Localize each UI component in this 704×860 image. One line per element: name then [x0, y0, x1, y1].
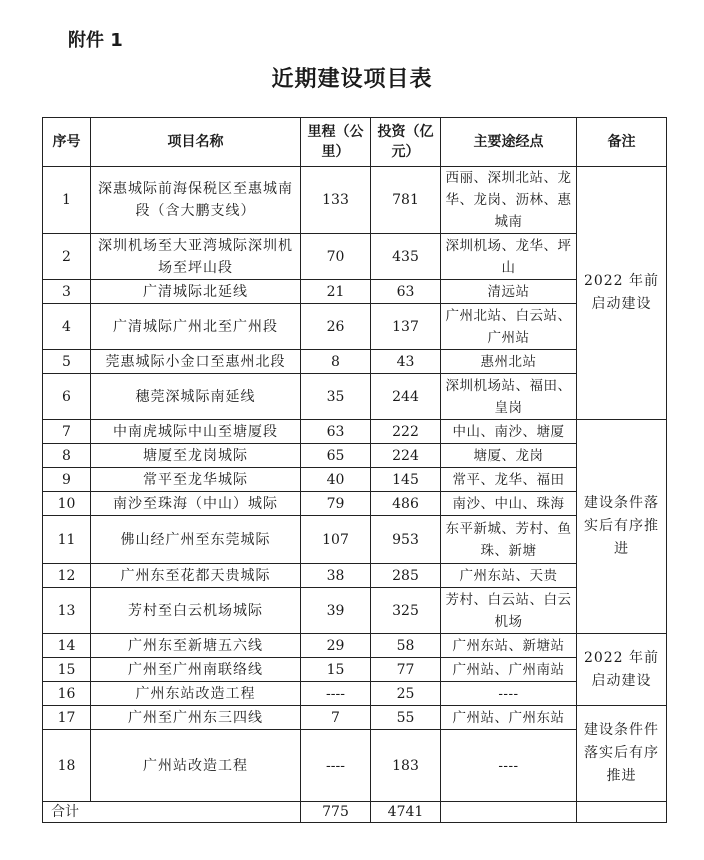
- table-header-row: [43, 118, 667, 167]
- cell-invest: 55: [371, 706, 441, 730]
- table-row: [43, 374, 667, 420]
- cell-invest: 781: [371, 167, 441, 234]
- cell-route: 芳村、白云站、白云机场: [441, 588, 577, 634]
- cell-length: 21: [301, 280, 371, 304]
- cell-length: 107: [301, 516, 371, 564]
- cell-no: 11: [43, 516, 91, 564]
- cell-invest: 183: [371, 730, 441, 802]
- cell-no: 8: [43, 444, 91, 468]
- total-note-empty: [577, 802, 667, 823]
- table-row: [43, 706, 667, 730]
- cell-length: ----: [301, 682, 371, 706]
- cell-route: 塘厦、龙岗: [441, 444, 577, 468]
- table-row: [43, 564, 667, 588]
- cell-no: 13: [43, 588, 91, 634]
- cell-invest: 25: [371, 682, 441, 706]
- cell-route: 广州站、广州东站: [441, 706, 577, 730]
- table-row: [43, 420, 667, 444]
- cell-route: 南沙、中山、珠海: [441, 492, 577, 516]
- cell-route: 广州站、广州南站: [441, 658, 577, 682]
- note-group-3: 2022 年前启动建设: [577, 634, 667, 706]
- cell-name: 广州站改造工程: [91, 730, 301, 802]
- cell-name: 深惠城际前海保税区至惠城南段（含大鹏支线）: [91, 167, 301, 234]
- header-name: 项目名称: [91, 118, 301, 167]
- cell-invest: 224: [371, 444, 441, 468]
- table-row: [43, 634, 667, 658]
- cell-name: 广州东至花都天贵城际: [91, 564, 301, 588]
- table-row: [43, 588, 667, 634]
- cell-invest: 58: [371, 634, 441, 658]
- cell-length: 35: [301, 374, 371, 420]
- cell-no: 17: [43, 706, 91, 730]
- cell-route: 东平新城、芳村、鱼珠、新塘: [441, 516, 577, 564]
- total-invest: 4741: [371, 802, 441, 823]
- table-row: [43, 350, 667, 374]
- table-row: [43, 167, 667, 234]
- cell-invest: 63: [371, 280, 441, 304]
- table-row: [43, 492, 667, 516]
- table-row: [43, 730, 667, 802]
- cell-invest: 222: [371, 420, 441, 444]
- cell-length: 133: [301, 167, 371, 234]
- attachment-label: 附件 1: [68, 30, 123, 51]
- cell-invest: 953: [371, 516, 441, 564]
- cell-length: 8: [301, 350, 371, 374]
- cell-invest: 145: [371, 468, 441, 492]
- table-row: [43, 682, 667, 706]
- cell-no: 16: [43, 682, 91, 706]
- cell-no: 9: [43, 468, 91, 492]
- cell-name: 常平至龙华城际: [91, 468, 301, 492]
- cell-invest: 325: [371, 588, 441, 634]
- projects-table: [42, 117, 667, 823]
- cell-length: ----: [301, 730, 371, 802]
- cell-name: 南沙至珠海（中山）城际: [91, 492, 301, 516]
- cell-route: 西丽、深圳北站、龙华、龙岗、沥林、惠城南: [441, 167, 577, 234]
- table-row: [43, 468, 667, 492]
- cell-length: 26: [301, 304, 371, 350]
- table-row: [43, 658, 667, 682]
- cell-name: 广州至广州南联络线: [91, 658, 301, 682]
- cell-route: 常平、龙华、福田: [441, 468, 577, 492]
- cell-invest: 486: [371, 492, 441, 516]
- cell-name: 塘厦至龙岗城际: [91, 444, 301, 468]
- cell-route: 广州北站、白云站、广州站: [441, 304, 577, 350]
- cell-name: 莞惠城际小金口至惠州北段: [91, 350, 301, 374]
- cell-route: 中山、南沙、塘厦: [441, 420, 577, 444]
- cell-no: 5: [43, 350, 91, 374]
- cell-route: 深圳机场、龙华、坪山: [441, 234, 577, 280]
- cell-name: 穗莞深城际南延线: [91, 374, 301, 420]
- header-length: 里程（公里）: [301, 118, 371, 167]
- cell-length: 79: [301, 492, 371, 516]
- cell-invest: 137: [371, 304, 441, 350]
- cell-route: ----: [441, 682, 577, 706]
- cell-name: 广州东至新塘五六线: [91, 634, 301, 658]
- note-group-4: 建设条件件落实后有序推进: [577, 706, 667, 802]
- cell-no: 10: [43, 492, 91, 516]
- cell-invest: 244: [371, 374, 441, 420]
- cell-invest: 43: [371, 350, 441, 374]
- total-route-empty: [441, 802, 577, 823]
- cell-route: 深圳机场站、福田、皇岗: [441, 374, 577, 420]
- cell-route: 清远站: [441, 280, 577, 304]
- cell-invest: 77: [371, 658, 441, 682]
- document-title: 近期建设项目表: [271, 67, 433, 92]
- cell-no: 12: [43, 564, 91, 588]
- cell-no: 4: [43, 304, 91, 350]
- cell-no: 3: [43, 280, 91, 304]
- cell-route: 广州东站、新塘站: [441, 634, 577, 658]
- cell-length: 65: [301, 444, 371, 468]
- table-row: [43, 280, 667, 304]
- header-note: 备注: [577, 118, 667, 167]
- total-label: 合计: [43, 802, 301, 823]
- cell-name: 佛山经广州至东莞城际: [91, 516, 301, 564]
- cell-no: 6: [43, 374, 91, 420]
- table-row: [43, 444, 667, 468]
- header-route: 主要途经点: [441, 118, 577, 167]
- note-group-1: 2022 年前启动建设: [577, 167, 667, 420]
- cell-route: ----: [441, 730, 577, 802]
- cell-route: 惠州北站: [441, 350, 577, 374]
- cell-name: 深圳机场至大亚湾城际深圳机场至坪山段: [91, 234, 301, 280]
- cell-length: 38: [301, 564, 371, 588]
- cell-name: 中南虎城际中山至塘厦段: [91, 420, 301, 444]
- cell-length: 63: [301, 420, 371, 444]
- table-row: [43, 234, 667, 280]
- cell-length: 29: [301, 634, 371, 658]
- cell-no: 7: [43, 420, 91, 444]
- cell-name: 广州至广州东三四线: [91, 706, 301, 730]
- note-group-2: 建设条件落实后有序推进: [577, 420, 667, 634]
- cell-name: 广州东站改造工程: [91, 682, 301, 706]
- cell-length: 39: [301, 588, 371, 634]
- header-invest: 投资（亿元）: [371, 118, 441, 167]
- table-row: [43, 304, 667, 350]
- cell-length: 40: [301, 468, 371, 492]
- total-length: 775: [301, 802, 371, 823]
- header-no: 序号: [43, 118, 91, 167]
- cell-length: 15: [301, 658, 371, 682]
- cell-no: 15: [43, 658, 91, 682]
- cell-length: 70: [301, 234, 371, 280]
- cell-invest: 435: [371, 234, 441, 280]
- cell-name: 广清城际广州北至广州段: [91, 304, 301, 350]
- cell-route: 广州东站、天贵: [441, 564, 577, 588]
- cell-invest: 285: [371, 564, 441, 588]
- total-row: [43, 802, 667, 823]
- cell-name: 广清城际北延线: [91, 280, 301, 304]
- cell-no: 14: [43, 634, 91, 658]
- cell-length: 7: [301, 706, 371, 730]
- cell-no: 2: [43, 234, 91, 280]
- cell-no: 1: [43, 167, 91, 234]
- cell-name: 芳村至白云机场城际: [91, 588, 301, 634]
- cell-no: 18: [43, 730, 91, 802]
- table-row: [43, 516, 667, 564]
